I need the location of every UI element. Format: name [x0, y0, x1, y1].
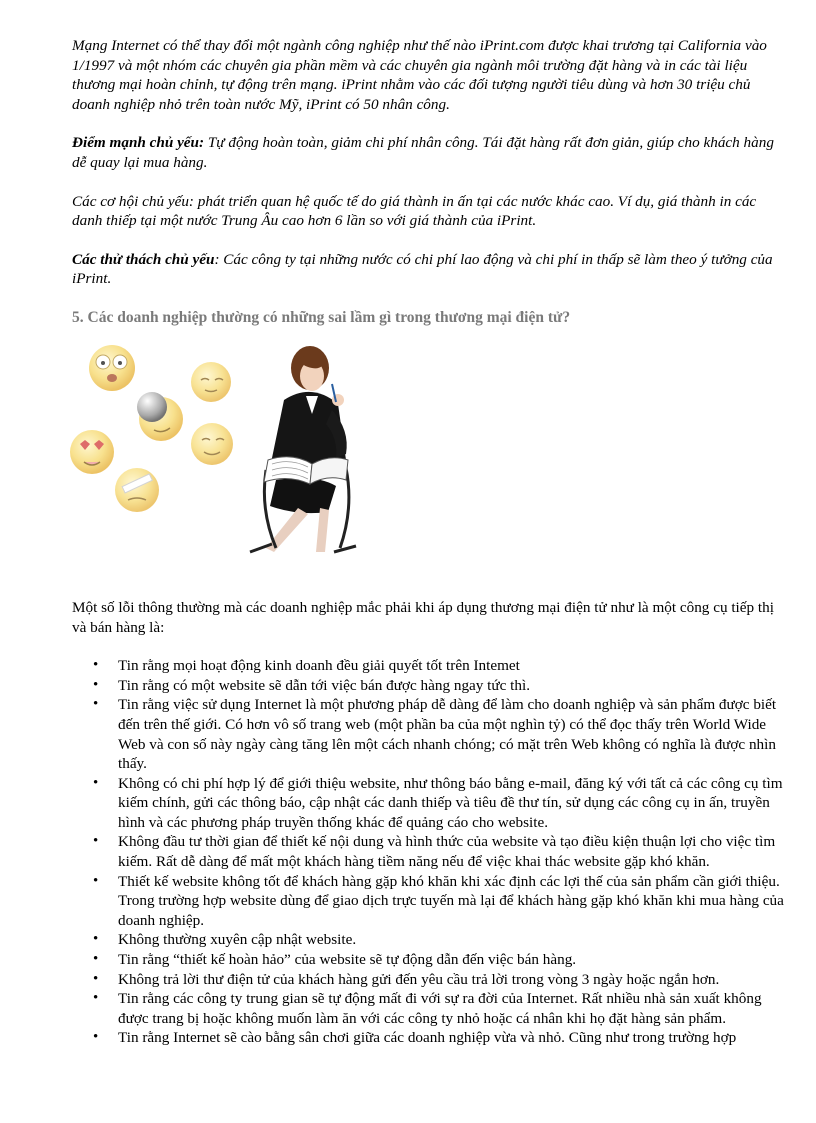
strengths-text: Tự động hoàn toàn, giảm chi phí nhân công. Tái đặt hàng rất đơn giản, giúp cho khách hàng dễ quay lại mua hàng.	[72, 134, 774, 171]
list-item: • Không đầu tư thời gian để thiết kế nội dung và hình thức của website và tạo điều kiện thuận lợi cho việc tìm kiếm. Rất dễ dàng để mất một khách hàng tiềm năng nếu để việc khai thác website gặp khó khăn.	[118, 832, 788, 871]
challenges-lead: Các thử thách chủ yếu	[72, 250, 215, 268]
list-item: • Tin rằng việc sử dụng Internet là một phương pháp dễ dàng để làm cho doanh nghiệp và sản phẩm được biết đến trên thế giới. Có hơn vô số trang web (một phần ba của một nghìn tỷ) có thể đọc thấy trên World Wide Web và con số này ngày càng tăng lên một cách nhanh chóng; có mặt trên Web không có nghĩa là được nhìn thấy.	[118, 695, 788, 773]
shocked-face-icon	[89, 345, 135, 391]
list-item: • Thiết kế website không tốt để khách hàng gặp khó khăn khi xác định các lợi thế của sản phẩm cần giới thiệu. Trong trường hợp website dùng để giao dịch trực tuyến mà lại để khách hàng gặp khó khăn khi mua hàng của doanh nghiệp.	[118, 872, 788, 931]
section-heading: 5. Các doanh nghiệp thường có những sai lầm gì trong thương mại điện tử?	[72, 308, 571, 326]
love-face-icon	[70, 430, 114, 474]
challenges-text: : Các công ty tại những nước có chi phí lao động và chi phí in thấp sẽ làm theo ý tưởng của iPrint.	[72, 250, 773, 288]
list-item: • Tin rằng các công ty trung gian sẽ tự động mất đi với sự ra đời của Internet. Rất nhiều nhà sản xuất không được trang bị hoặc không muốn làm ăn với các công ty nhỏ hoặc cá nhân khi họ đặt hàng sản phẩm.	[118, 989, 788, 1028]
list-item: • Tin rằng Internet sẽ cào bằng sân chơi giữa các doanh nghiệp vừa và nhỏ. Cũng như trong trường hợp	[118, 1028, 788, 1048]
paragraph-iprint-intro: Mạng Internet có thể thay đổi một ngành công nghiệp như thế nào iPrint.com được khai trương tại California vào 1/1997 và một nhóm các chuyên gia phần mềm và các chuyên gia ngành môi trường đặt hàng và in các tài liệu thương mại hoàn chỉnh, tự động trên mạng. iPrint nhằm vào các đối tượng người tiêu dùng và hơn 30 triệu chủ doanh nghiệp nhỏ trên toàn nước Mỹ, iPrint có 50 nhân công.	[72, 37, 767, 113]
mistakes-intro: Một số lỗi thông thường mà các doanh nghiệp mắc phải khi áp dụng thương mại điện tử như là một công cụ tiếp thị và bán hàng là:	[72, 598, 774, 636]
list-item: • Không thường xuyên cập nhật website.	[118, 930, 788, 950]
bandaged-face-icon	[115, 468, 159, 512]
document-page	[72, 36, 788, 1048]
paragraph-strengths	[72, 133, 788, 172]
illustration-figure	[70, 340, 370, 562]
list-item: • Không có chi phí hợp lý để giới thiệu website, như thông báo bằng e-mail, đăng ký với tất cả các công cụ tìm kiếm chính, gửi các thông báo, cập nhật các danh thiếp và tiêu đề thư tín, sử dụng các công cụ in ấn, truyền hình và các phương pháp truyền thống khác để quảng cáo cho website.	[118, 774, 788, 833]
smiling-face-icon	[191, 423, 233, 465]
blindfolded-face-icon	[137, 392, 183, 441]
list-item: • Không trả lời thư điện tử của khách hàng gửi đến yêu cầu trả lời trong vòng 3 ngày hoặc ngắn hơn.	[118, 970, 788, 990]
mistakes-list	[72, 656, 788, 1048]
list-item: • Tin rằng mọi hoạt động kinh doanh đều giải quyết tốt trên Intemet	[118, 656, 788, 676]
paragraph-opportunities: Các cơ hội chủ yếu: phát triển quan hệ quốc tế do giá thành in ấn tại các nước khác cao. Ví dụ, giá thành in các danh thiếp tại một nước Trung Âu cao hơn 6 lần so với giá thành của iPrint.	[72, 192, 757, 230]
paragraph-challenges	[72, 250, 788, 289]
strengths-lead: Điểm mạnh chủ yếu:	[72, 134, 205, 152]
woman-reading-image	[250, 346, 356, 552]
sleepy-face-icon	[191, 362, 231, 402]
list-item: • Tin rằng có một website sẽ dẫn tới việc bán được hàng ngay tức thì.	[118, 676, 788, 696]
emoticons-and-woman-illustration	[70, 340, 370, 562]
list-item: • Tin rằng “thiết kế hoàn hảo” của website sẽ tự động dẫn đến việc bán hàng.	[118, 950, 788, 970]
